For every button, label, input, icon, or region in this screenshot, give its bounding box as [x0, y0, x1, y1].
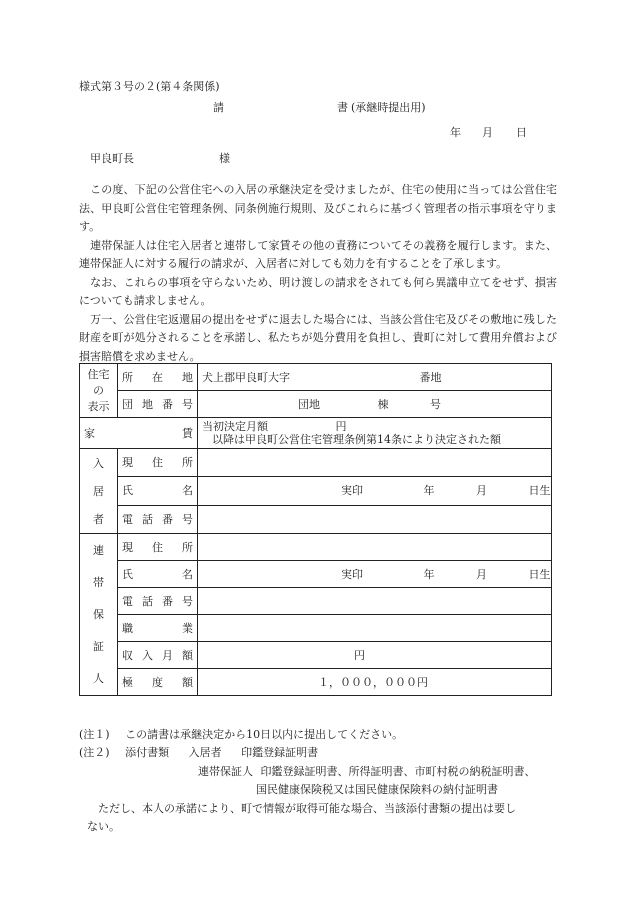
note-2-label: (注２) [79, 746, 110, 759]
resident-name-field[interactable] [198, 477, 552, 505]
location-suffix: 番地 [419, 370, 442, 384]
paragraph-disposal: 万一、公営住宅返還届の提出をせずに退去した場合には、当該公営住宅及びその敷地に残した財産を町が処分されることを承諾し、私たちが処分費用を負担し、貴町に対して費用弁償および損害賠償を求めません。 [79, 312, 557, 363]
application-table [79, 363, 552, 696]
guarantor-address-label: 現 住 所 [118, 534, 198, 561]
seal-label: 実印 [341, 484, 363, 498]
note-2-guarantor: 連帯保証人 [198, 765, 253, 778]
note-2-resident-docs: 印鑑登録証明書 [241, 746, 319, 759]
danchi-label: 団地 [298, 397, 320, 411]
paragraph-consent: この度、下記の公営住宅への入居の承継決定を受けましたが、住宅の使用に当っては公営住宅法、甲良町公営住宅管理条例、同条例施行規則、及びこれらに基づく管理者の指示事項を守ります。 [79, 183, 557, 233]
table-row [80, 561, 552, 588]
group-char: 人 [93, 672, 104, 685]
guarantor-job-field[interactable] [198, 615, 552, 642]
note-3-line-2: ない。 [87, 820, 120, 833]
group-char: 表示 [87, 400, 110, 413]
table-row [80, 588, 552, 615]
table-row [80, 477, 552, 505]
table-row [80, 642, 552, 669]
guarantor-limit-value [198, 669, 552, 696]
note-1-text: この請書は承継決定から10日以内に提出してください。 [125, 728, 404, 741]
note-2-subtitle: 添付書類 [125, 746, 170, 759]
note-2-guarantor-line-2: 国民健康保険税又は国民健康保険料の納付証明書 [256, 783, 498, 796]
group-char: 居 [93, 484, 104, 498]
seal-label: 実印 [341, 567, 363, 581]
group-char: 帯 [93, 576, 104, 589]
title-char-2: 書 [337, 101, 348, 114]
complex-number-label: 団 地 番 号 [118, 391, 198, 418]
note-1 [79, 726, 403, 744]
table-row [80, 534, 552, 561]
resident-phone-label: 電 話 番 号 [118, 505, 198, 533]
birth-day-label: 日生 [528, 567, 551, 581]
note-2 [79, 744, 318, 762]
birth-day-label: 日生 [528, 484, 551, 498]
table-row [80, 505, 552, 533]
date-year-label: 年 [450, 126, 461, 139]
housing-group-label [80, 364, 118, 418]
group-char: 住宅 [87, 368, 110, 381]
guarantor-group-label [80, 534, 118, 696]
title-subtitle: (承継時提出用) [351, 101, 426, 114]
form-number: 様式第３号の２(第４条関係) [79, 80, 220, 93]
body-text [79, 181, 557, 366]
guarantor-name-label: 氏 名 [118, 561, 198, 588]
go-label: 号 [430, 397, 441, 411]
guarantor-address-field[interactable] [198, 534, 552, 561]
guarantor-limit-label: 極 度 額 [118, 669, 198, 696]
birth-month-label: 月 [476, 484, 487, 498]
birth-year-label: 年 [423, 484, 435, 498]
guarantor-job-label: 職 業 [118, 615, 198, 642]
note-2-resident: 入居者 [188, 746, 222, 759]
group-char: 連 [93, 544, 104, 557]
group-char: の [93, 384, 104, 397]
table-row [80, 364, 552, 391]
honorific: 様 [219, 152, 230, 165]
location-field[interactable] [198, 364, 552, 391]
guarantor-income-field[interactable] [198, 642, 552, 669]
group-char: 者 [93, 512, 104, 526]
resident-address-field[interactable] [198, 449, 552, 477]
table-row [80, 669, 552, 696]
guarantor-name-field[interactable] [198, 561, 552, 588]
rent-field[interactable] [198, 418, 552, 449]
resident-phone-field[interactable] [198, 505, 552, 533]
addressee: 甲良町長 [90, 152, 134, 165]
mune-label: 棟 [377, 397, 389, 411]
date-day-label: 日 [516, 126, 527, 139]
rent-initial-label: 当初決定月額 [202, 420, 268, 433]
paragraph-guarantor: 連帯保証人は住宅入居者と連帯して家賃その他の責務についてその義務を履行します。また、連帯保証人に対する履行の請求が、入居者に対しても効力を有することを了承します。 [79, 238, 557, 270]
complex-number-field[interactable] [198, 391, 552, 418]
guarantor-income-label: 収 入 月 額 [118, 642, 198, 669]
group-char: 入 [93, 456, 104, 470]
location-label: 所 在 地 [118, 364, 198, 391]
rent-yen: 円 [335, 420, 347, 433]
rent-rule-text: 以降は甲良町公営住宅管理条例第14条により決定された額 [212, 433, 501, 446]
birth-month-label: 月 [476, 567, 487, 581]
guarantor-phone-field[interactable] [198, 588, 552, 615]
paragraph-no-objection: なお、これらの事項を守らないため、明け渡しの請求をされても何ら異議申立てをせず、損害についても請求しません。 [79, 275, 557, 307]
note-1-label: (注１) [79, 728, 110, 741]
title-char-1: 請 [213, 101, 224, 114]
resident-address-label: 現 住 所 [118, 449, 198, 477]
note-3-line-1: ただし、本人の承諾により、町で情報が取得可能な場合、当該添付書類の提出は要し [98, 802, 516, 815]
table-row [80, 418, 552, 449]
resident-name-label: 氏 名 [118, 477, 198, 505]
group-char: 証 [93, 640, 104, 653]
group-char: 保 [93, 608, 104, 621]
income-yen: 円 [354, 648, 365, 662]
rent-label: 家 賃 [80, 418, 198, 449]
location-prefix: 犬上郡甲良町大字 [202, 370, 290, 384]
date-month-label: 月 [482, 126, 493, 139]
table-row [80, 615, 552, 642]
resident-group-label [80, 449, 118, 534]
birth-year-label: 年 [423, 567, 435, 581]
note-2-guarantor-line [198, 763, 536, 781]
note-2-guarantor-docs: 印鑑登録証明書、所得証明書、市町村税の納税証明書、 [260, 765, 536, 778]
table-row [80, 449, 552, 477]
limit-amount: １，０００，０００円 [318, 675, 428, 689]
table-row [80, 391, 552, 418]
guarantor-phone-label: 電 話 番 号 [118, 588, 198, 615]
